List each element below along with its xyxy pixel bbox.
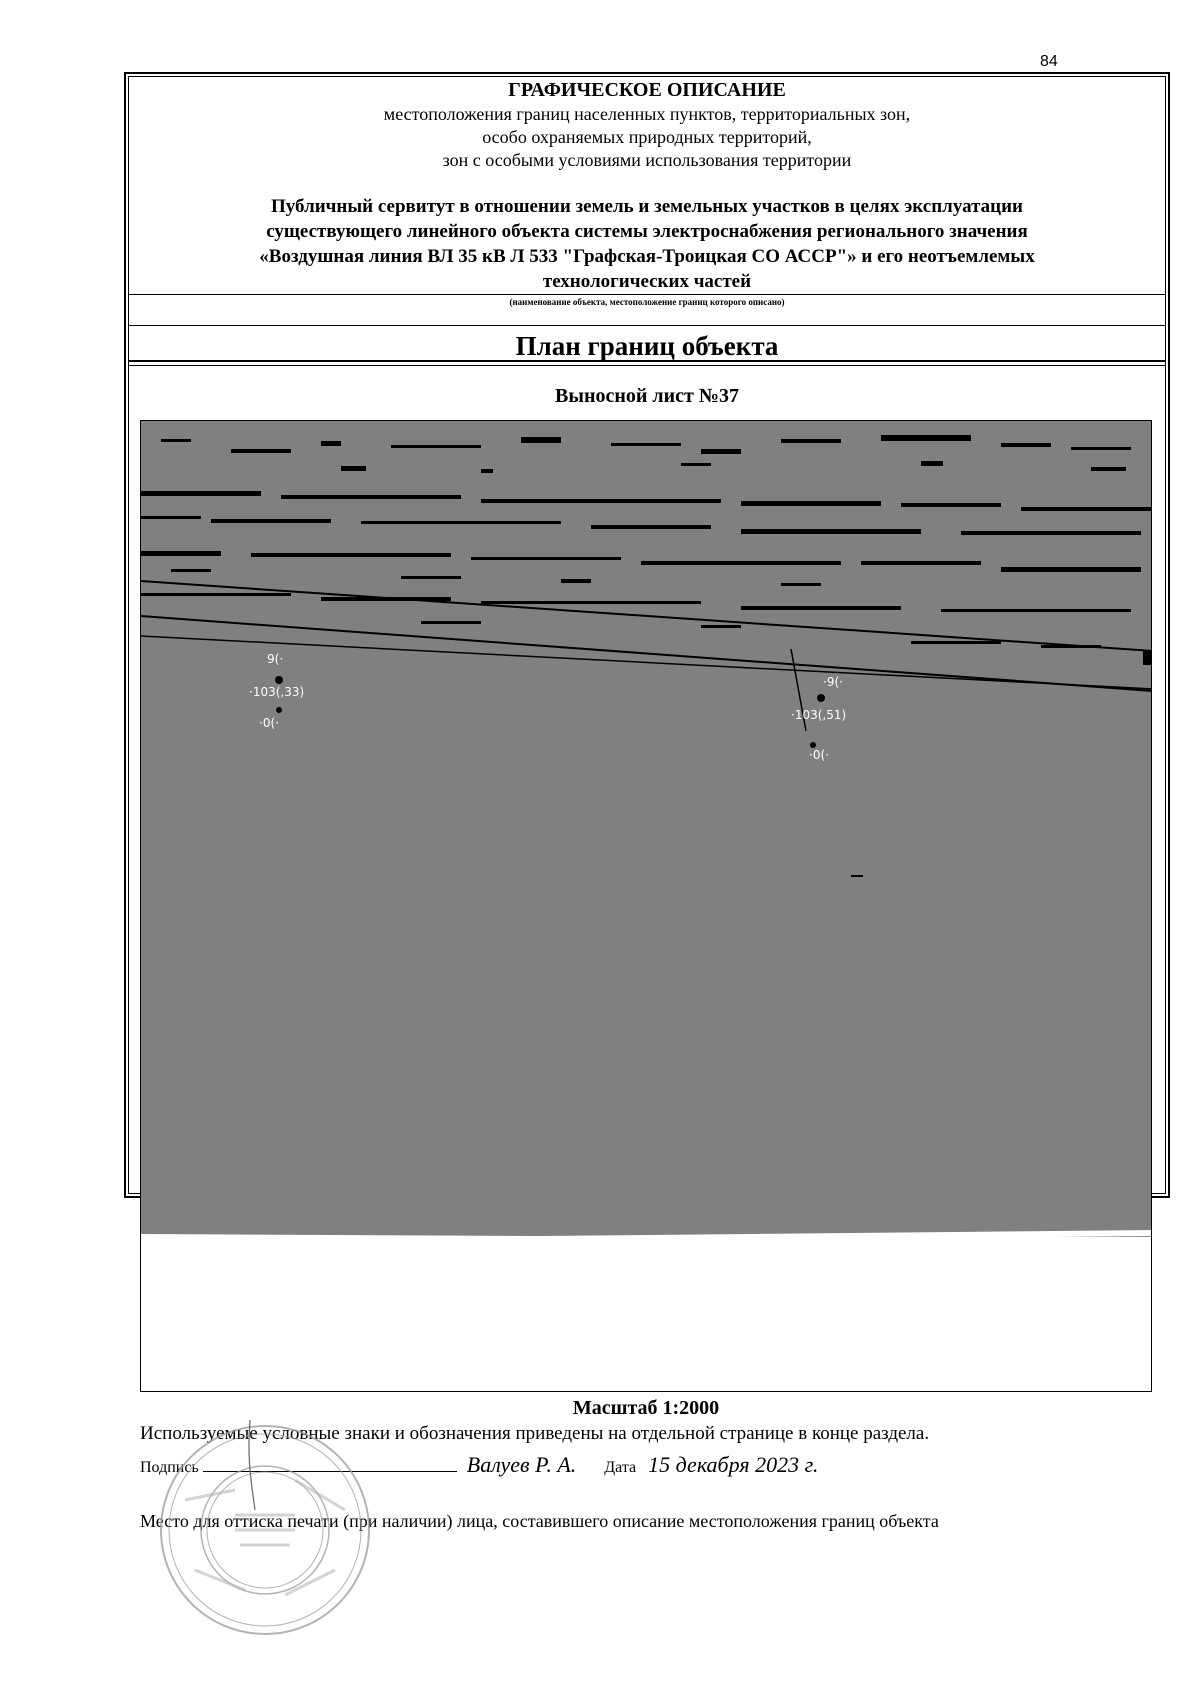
sheet-label: Выносной лист №37 [555, 385, 739, 407]
point-2-label-bot: ·0(· [809, 748, 829, 762]
page-number: 84 [1040, 53, 1058, 70]
point-1-label-bot: ·0(· [259, 716, 279, 730]
subtitle-line-1: местоположения границ населенных пунктов, территориальных зон, [383, 104, 911, 124]
signer-name: Валуев Р. А. [466, 1452, 577, 1477]
object-name-line-4: технологических частей [542, 271, 752, 292]
plan-title: План границ объекта [515, 331, 779, 361]
document-title: ГРАФИЧЕСКОЕ ОПИСАНИЕ [508, 79, 786, 101]
point-1-label-top: 9(· [267, 652, 284, 666]
object-name [160, 194, 1134, 294]
object-caption: (наименование объекта, местоположение границ которого описано) [509, 297, 785, 307]
subtitle-line-3: зон с особыми условиями использования территории [442, 150, 852, 170]
legend-note: Используемые условные знаки и обозначения приведены на отдельной странице в конце раздела. [140, 1423, 930, 1444]
point-2-label-top: ·9(· [823, 675, 843, 689]
point-2-label-mid: ·103(,51) [791, 708, 847, 722]
divider [128, 365, 1166, 366]
subtitle-line-2: особо охраняемых природных территорий, [482, 127, 812, 147]
map-scale: Масштаб 1:2000 [572, 1397, 720, 1419]
object-name-line-3: «Воздушная линия ВЛ 35 кВ Л 533 "Графская-Троицкая СО АССР"» и его неотъемлемых [259, 246, 1035, 267]
seal-stamp [155, 1420, 375, 1640]
object-name-line-2: существующего линейного объекта системы электроснабжения регионального значения [266, 221, 1028, 242]
date-value: 15 декабря 2023 г. [648, 1452, 819, 1477]
stamp-note: Место для оттиска печати (при наличии) лица, составившего описание местоположения границ объекта [140, 1511, 939, 1531]
divider [128, 294, 1166, 295]
divider [128, 325, 1166, 326]
date-label: Дата [604, 1459, 637, 1476]
object-name-line-1: Публичный сервитут в отношении земель и земельных участков в целях эксплуатации [271, 196, 1023, 217]
map-drawing [141, 421, 1152, 1392]
point-1-label-mid: ·103(,33) [249, 685, 305, 699]
signature-label: Подпись [140, 1459, 199, 1476]
map-fill [141, 421, 1152, 1237]
boundary-map [140, 420, 1152, 1392]
